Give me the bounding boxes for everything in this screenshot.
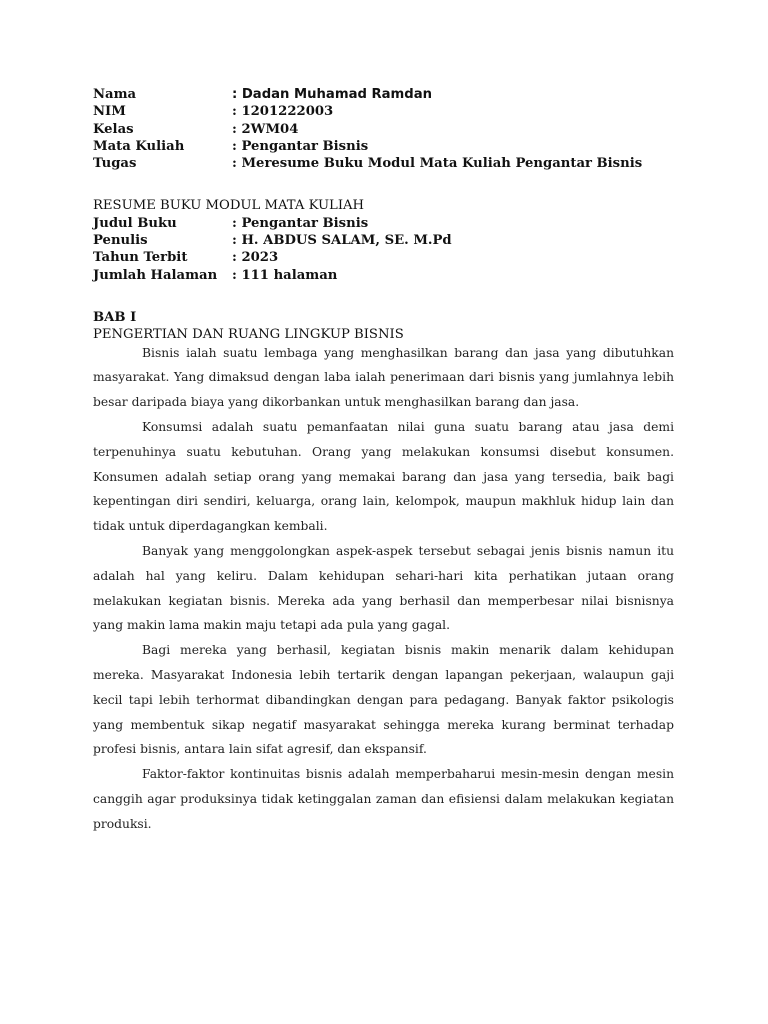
chapter-section xyxy=(93,309,674,837)
field-value: : Pengantar Bisnis xyxy=(232,215,369,231)
field-value: : H. ABDUS SALAM, SE. M.Pd xyxy=(232,233,452,249)
student-name-row xyxy=(93,86,674,103)
book-title-row xyxy=(93,215,674,232)
paragraph: Konsumsi adalah suatu pemanfaatan nilai guna suatu barang atau jasa demi terpenuhinya suatu kebutuhan. Orang yang melakukan konsumsi disebut konsumen. Konsumen adalah setiap orang yang memakai barang dan jasa yang tersedia, baik bagi kepentingan diri sendiri, keluarga, orang lain, kelompok, maupun makhluk hidup lain dan tidak untuk diperdagangkan kembali. xyxy=(93,419,674,534)
student-info xyxy=(93,86,674,172)
chapter-title: PENGERTIAN DAN RUANG LINGKUP BISNIS xyxy=(93,327,404,343)
field-label: NIM xyxy=(93,104,126,120)
field-value: : 2WM04 xyxy=(232,121,299,137)
field-value: : 1201222003 xyxy=(232,104,334,120)
field-label: Kelas xyxy=(93,121,134,137)
course-row xyxy=(93,138,674,155)
field-label: Penulis xyxy=(93,233,148,249)
field-value: : Meresume Buku Modul Mata Kuliah Pengantar Bisnis xyxy=(232,156,643,172)
paragraph: Faktor-faktor kontinuitas bisnis adalah memperbaharui mesin-mesin dengan mesin canggih agar produksinya tidak ketinggalan zaman dan efisiensi dalam melakukan kegiatan produksi. xyxy=(93,767,674,831)
chapter-number: BAB I xyxy=(93,309,137,325)
field-value: : 2023 xyxy=(232,250,279,266)
student-class-row xyxy=(93,121,674,138)
student-nim-row xyxy=(93,103,674,120)
field-label: Nama xyxy=(93,87,137,102)
field-value: : Pengantar Bisnis xyxy=(232,138,369,154)
field-label: Judul Buku xyxy=(93,215,177,231)
task-row xyxy=(93,155,674,172)
field-label: Tahun Terbit xyxy=(93,250,188,266)
resume-heading: RESUME BUKU MODUL MATA KULIAH xyxy=(93,198,365,214)
field-value: : Dadan Muhamad Ramdan xyxy=(232,87,433,102)
book-pages-row xyxy=(93,267,674,284)
book-info xyxy=(93,197,674,283)
paragraph: Banyak yang menggolongkan aspek-aspek tersebut sebagai jenis bisnis namun itu adalah hal yang keliru. Dalam kehidupan sehari-hari kita perhatikan jutaan orang melakukan kegiatan bisnis. Mereka ada yang berhasil dan memperbesar nilai bisnisnya yang makin lama makin maju tetapi ada pula yang gagal. xyxy=(93,543,674,633)
field-label: Tugas xyxy=(93,156,137,172)
book-year-row xyxy=(93,249,674,266)
book-author-row xyxy=(93,232,674,249)
field-value: : 111 halaman xyxy=(232,267,338,283)
field-label: Jumlah Halaman xyxy=(93,267,218,283)
field-label: Mata Kuliah xyxy=(93,138,185,154)
document-page xyxy=(93,86,674,837)
paragraph: Bagi mereka yang berhasil, kegiatan bisnis makin menarik dalam kehidupan mereka. Masyarakat Indonesia lebih tertarik dengan lapangan pekerjaan, walaupun gaji kecil tapi lebih terhormat dibandingkan dengan para pedagang. Banyak faktor psikologis yang membentuk sikap negatif masyarakat sehingga mereka kurang berminat terhadap profesi bisnis, antara lain sifat agresif, dan ekspansif. xyxy=(93,643,674,757)
paragraph: Bisnis ialah suatu lembaga yang menghasilkan barang dan jasa yang dibutuhkan masyarakat. Yang dimaksud dengan laba ialah penerimaan dari bisnis yang jumlahnya lebih besar daripada biaya yang dikorbankan untuk menghasilkan barang dan jasa. xyxy=(93,345,674,410)
